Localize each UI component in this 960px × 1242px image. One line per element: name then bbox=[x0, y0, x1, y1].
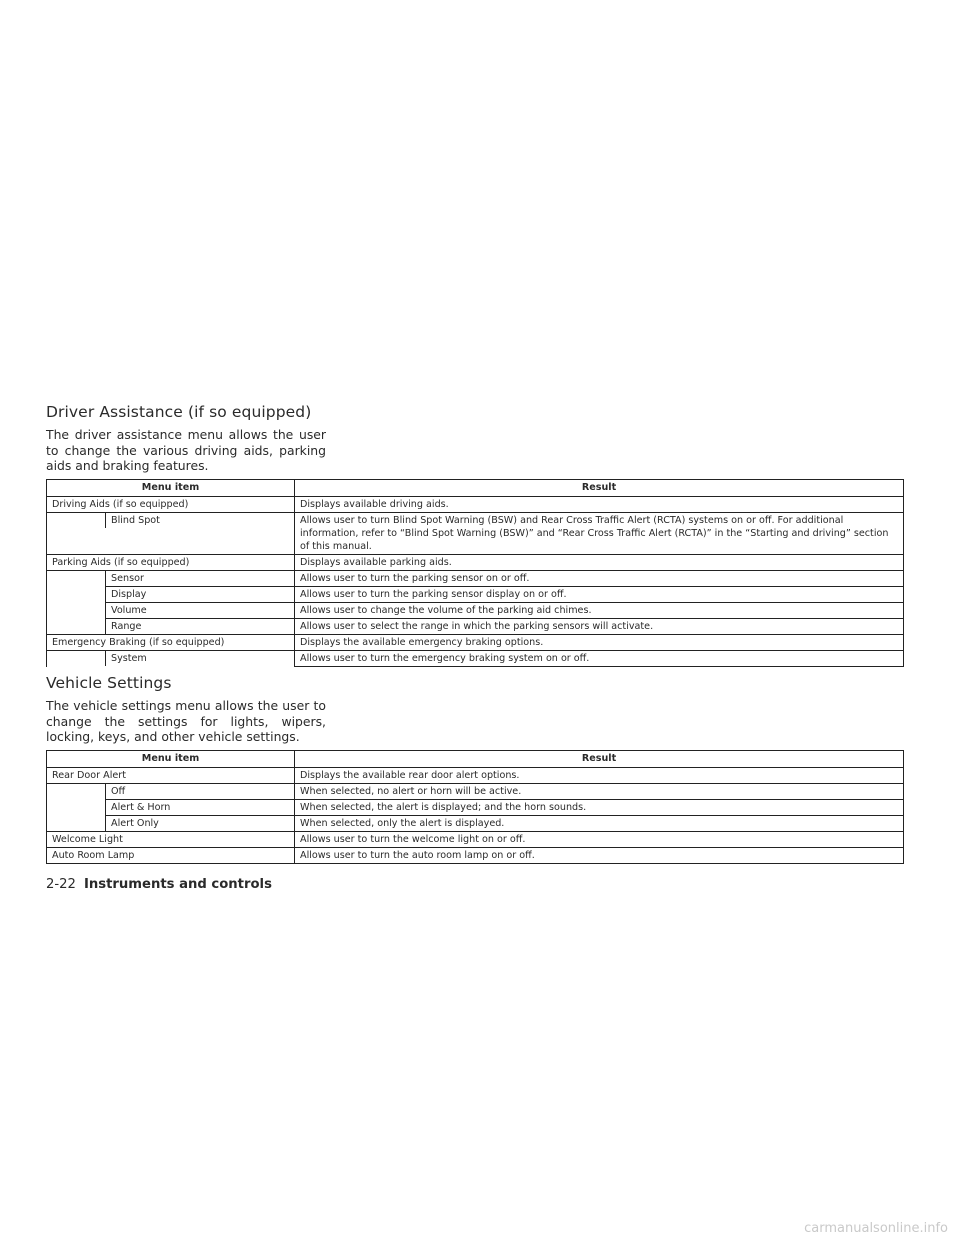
menu-item-cell bbox=[47, 651, 295, 667]
result-cell: Allows user to change the volume of the parking aid chimes. bbox=[295, 602, 904, 618]
menu-item-cell bbox=[47, 783, 295, 799]
sub-menu-item-label: Alert & Horn bbox=[105, 799, 294, 815]
vehicle-settings-title: Vehicle Settings bbox=[46, 674, 172, 692]
result-cell: When selected, the alert is displayed; and the horn sounds. bbox=[295, 799, 904, 815]
menu-item-cell: Welcome Light bbox=[47, 832, 295, 848]
vehicle-settings-intro: The vehicle settings menu allows the user to change the settings for lights, wipers, locking, keys, and other vehicle settings. bbox=[46, 698, 326, 744]
sub-menu-item-label: Off bbox=[105, 784, 294, 799]
table-row bbox=[47, 848, 904, 864]
table-row bbox=[47, 602, 904, 618]
sub-menu-item-label: Display bbox=[105, 586, 294, 602]
sub-menu-item-label: System bbox=[105, 651, 294, 666]
table-row bbox=[47, 586, 904, 602]
menu-item-header: Menu item bbox=[47, 750, 295, 767]
result-cell: Allows user to select the range in which the parking sensors will activate. bbox=[295, 618, 904, 635]
menu-item-cell: Parking Aids (if so equipped) bbox=[47, 554, 295, 570]
chapter-title: Instruments and controls bbox=[83, 877, 272, 892]
result-cell: Displays the available emergency braking options. bbox=[295, 635, 904, 651]
vehicle-settings-rows bbox=[47, 767, 904, 864]
table-row bbox=[47, 635, 904, 651]
table-row bbox=[47, 815, 904, 832]
driver-assistance-section bbox=[46, 403, 904, 667]
result-cell: Allows user to turn the welcome light on or off. bbox=[295, 832, 904, 848]
page-footer bbox=[46, 877, 272, 892]
vehicle-settings-section bbox=[46, 674, 904, 864]
result-cell: When selected, no alert or horn will be active. bbox=[295, 783, 904, 799]
sub-menu-item-label: Volume bbox=[105, 602, 294, 618]
menu-item-cell bbox=[47, 570, 295, 586]
table-row bbox=[47, 832, 904, 848]
table-row bbox=[47, 496, 904, 512]
menu-item-cell: Auto Room Lamp bbox=[47, 848, 295, 864]
menu-item-cell bbox=[47, 815, 295, 832]
table-row bbox=[47, 783, 904, 799]
table-row bbox=[47, 570, 904, 586]
sub-menu-item-label: Blind Spot bbox=[105, 513, 294, 528]
menu-item-cell bbox=[47, 799, 295, 815]
result-cell: Displays the available rear door alert options. bbox=[295, 767, 904, 783]
menu-item-cell bbox=[47, 618, 295, 635]
menu-item-cell bbox=[47, 586, 295, 602]
result-cell: Allows user to turn the parking sensor display on or off. bbox=[295, 586, 904, 602]
vehicle-settings-table bbox=[46, 750, 904, 865]
result-cell: Allows user to turn the auto room lamp on or off. bbox=[295, 848, 904, 864]
table-row bbox=[47, 554, 904, 570]
table-header-row bbox=[47, 750, 904, 767]
table-row bbox=[47, 512, 904, 554]
menu-item-cell: Driving Aids (if so equipped) bbox=[47, 496, 295, 512]
result-cell: When selected, only the alert is displayed. bbox=[295, 815, 904, 832]
result-cell: Allows user to turn the parking sensor on or off. bbox=[295, 570, 904, 586]
page-number: 2-22 bbox=[46, 877, 76, 892]
menu-item-cell bbox=[47, 512, 295, 554]
menu-item-cell: Emergency Braking (if so equipped) bbox=[47, 635, 295, 651]
table-row bbox=[47, 618, 904, 635]
result-header: Result bbox=[295, 750, 904, 767]
result-cell: Displays available driving aids. bbox=[295, 496, 904, 512]
table-row bbox=[47, 651, 904, 667]
driver-assistance-title: Driver Assistance (if so equipped) bbox=[46, 403, 312, 421]
sub-menu-item-label: Range bbox=[105, 618, 294, 634]
menu-item-cell: Rear Door Alert bbox=[47, 767, 295, 783]
menu-item-cell bbox=[47, 602, 295, 618]
driver-assistance-intro: The driver assistance menu allows the user to change the various driving aids, parking aids and braking features. bbox=[46, 427, 326, 473]
menu-item-header: Menu item bbox=[47, 479, 295, 496]
watermark-text: carmanualsonline.info bbox=[804, 1221, 948, 1236]
result-cell: Allows user to turn Blind Spot Warning (BSW) and Rear Cross Traffic Alert (RCTA) systems on or off. For additional information, refer to “Blind Spot Warning (BSW)” and “Rear Cross Traffic Alert (RCTA)” in the “Starting and driving” section of this manual. bbox=[295, 512, 904, 554]
result-cell: Allows user to turn the emergency braking system on or off. bbox=[295, 651, 904, 667]
result-header: Result bbox=[295, 479, 904, 496]
sub-menu-item-label: Sensor bbox=[105, 571, 294, 586]
table-row bbox=[47, 767, 904, 783]
table-header-row bbox=[47, 479, 904, 496]
table-row bbox=[47, 799, 904, 815]
driver-assistance-rows bbox=[47, 496, 904, 667]
driver-assistance-table bbox=[46, 479, 904, 668]
sub-menu-item-label: Alert Only bbox=[105, 815, 294, 831]
result-cell: Displays available parking aids. bbox=[295, 554, 904, 570]
